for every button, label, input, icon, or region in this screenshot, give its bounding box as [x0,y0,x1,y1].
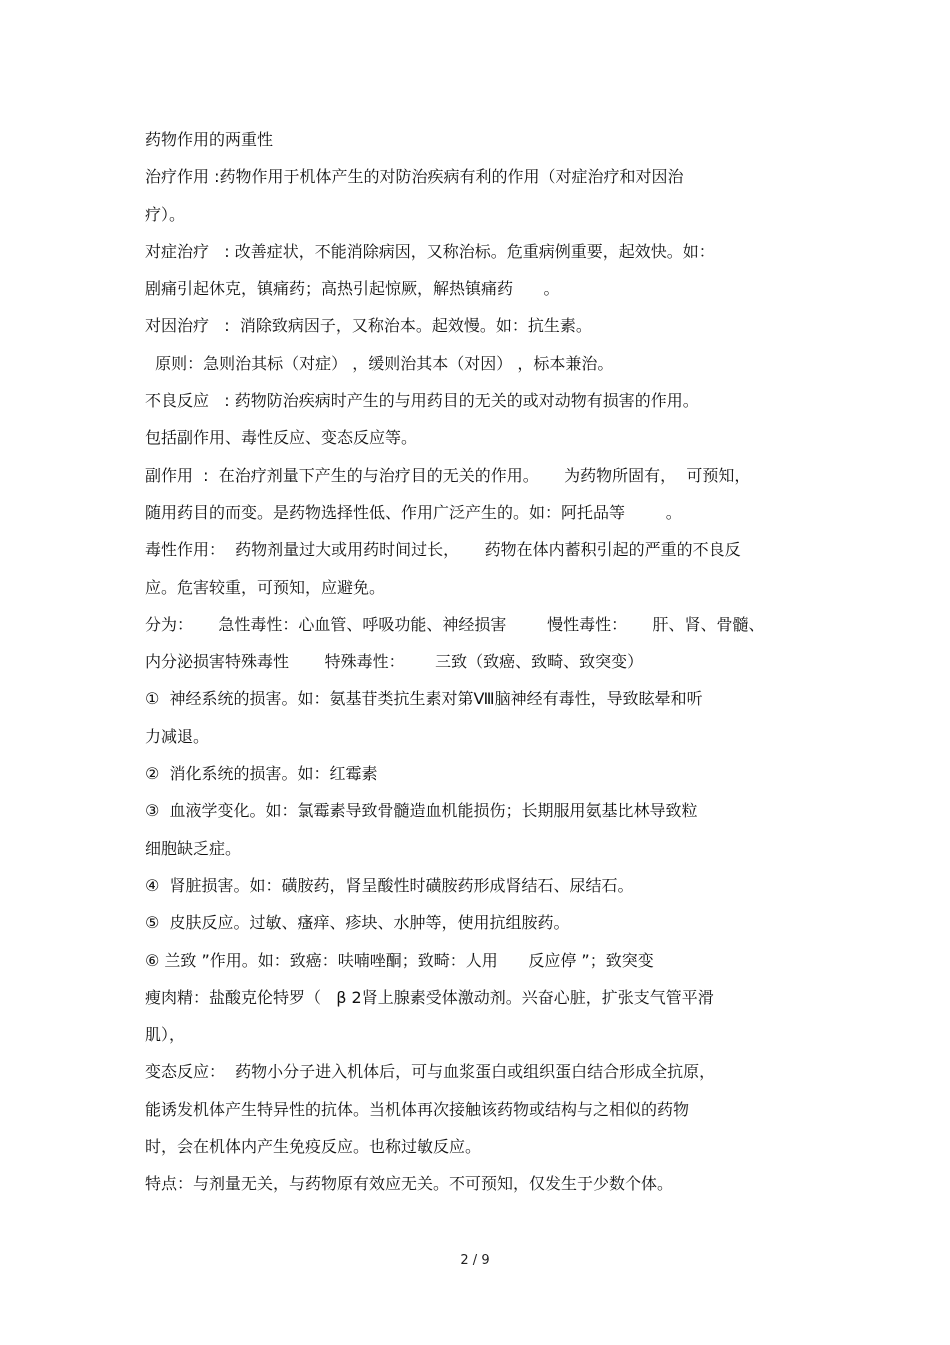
text-line: 不良反应 : 药物防治疾病时产生的与用药目的无关的或对动物有损害的作用。 [145,391,699,411]
text-line: 时，会在机体内产生免疫反应。也称过敏反应。 [145,1137,482,1157]
list-item: ⑤ 皮肤反应。过敏、瘙痒、疹块、水肿等，使用抗组胺药。 [145,913,570,933]
text-line: 瘦肉精：盐酸克伦特罗（ β 2肾上腺素受体激动剂。兴奋心脏，扩张支气管平滑 [145,987,714,1007]
text-line: 治疗作用 :药物作用于机体产生的对防治疾病有利的作用（对症治疗和对因治 [145,167,684,187]
text-line: 对因治疗 : 消除致病因子，又称治本。起效慢。如：抗生素。 [145,316,592,336]
text-line: 疗）。 [145,204,186,224]
text-line: 能诱发机体产生特异性的抗体。当机体再次接触该药物或结构与之相似的药物 [145,1099,690,1119]
text-line: 肌）， [145,1025,186,1045]
text-line: 内分泌损害特殊毒性 特殊毒性： 三致（致癌、致畸、致突变） [145,652,644,672]
text-line: 对症治疗 : 改善症状，不能消除病因，又称治标。危重病例重要，起效快。如： [145,241,715,261]
text-line: 副作用 : 在治疗剂量下产生的与治疗目的无关的作用。 为药物所固有， 可预知， [145,465,751,485]
list-item: ① 神经系统的损害。如：氨基苷类抗生素对第Ⅷ脑神经有毒性，导致眩晕和听 [145,689,703,709]
text-line: 分为： 急性毒性：心血管、呼吸功能、神经损害 慢性毒性： 肝、肾、骨髓、 [145,614,765,634]
list-item: ⑥ 兰致 ”作用。如：致癌：呋喃唑酮；致畸：人用 反应停 ”；致突变 [145,950,654,970]
text-line: 特点：与剂量无关，与药物原有效应无关。不可预知，仅发生于少数个体。 [145,1174,674,1194]
text-line: 应。危害较重，可预知，应避免。 [145,577,386,597]
text-line: 细胞缺乏症。 [145,838,242,858]
text-line: 变态反应： 药物小分子进入机体后，可与血浆蛋白或组织蛋白结合形成全抗原， [145,1062,716,1082]
text-line: 原则：急则治其标（对症） ，缓则治其本（对因） ，标本兼治。 [145,353,614,373]
text-line: 包括副作用、毒性反应、变态反应等。 [145,428,418,448]
list-item: ② 消化系统的损害。如：红霉素 [145,764,378,784]
text-line: 剧痛引起休克，镇痛药；高热引起惊厥，解热镇痛药 。 [145,279,560,299]
list-item: ③ 血液学变化。如：氯霉素导致骨髓造血机能损伤；长期服用氨基比林导致粒 [145,801,698,821]
page-number: 2 / 9 [460,1253,490,1268]
list-item: ④ 肾脏损害。如：磺胺药，肾呈酸性时磺胺药形成肾结石、尿结石。 [145,875,634,895]
text-line: 力减退。 [145,726,210,746]
document-body [145,121,825,1203]
text-line: 毒性作用： 药物剂量过大或用药时间过长， 药物在体内蓄积引起的严重的不良反 [145,540,741,560]
document-heading: 药物作用的两重性 [145,130,274,149]
text-line: 随用药目的而变。是药物选择性低、作用广泛产生的。如：阿托品等 。 [145,502,682,522]
